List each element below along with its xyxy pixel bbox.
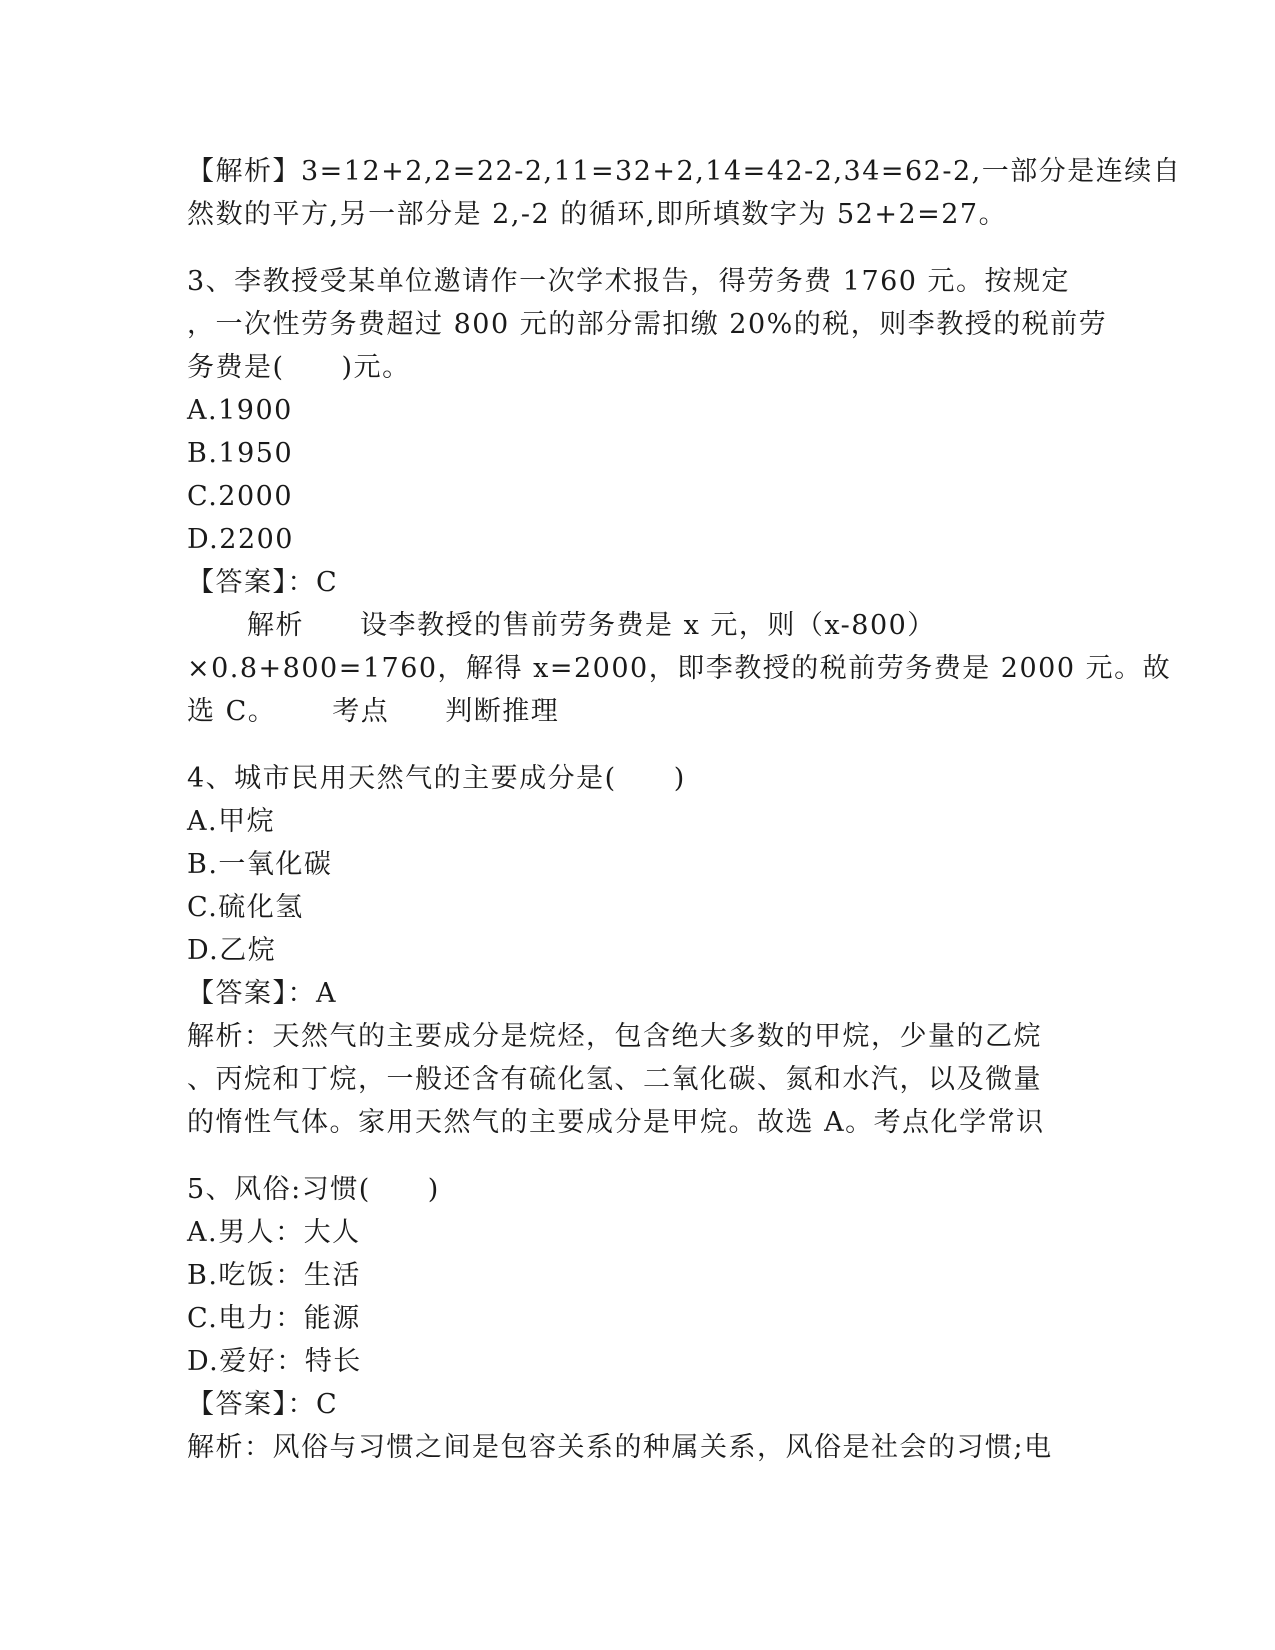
q4-analysis-line: 、丙烷和丁烷，一般还含有硫化氢、二氧化碳、氮和水汽，以及微量 [187, 1064, 1042, 1095]
q5-analysis-line: 解析：风俗与习惯之间是包容关系的种属关系，风俗是社会的习惯;电 [187, 1432, 1053, 1463]
q4-option-c: C.硫化氢 [187, 892, 304, 923]
q3-analysis-line [187, 690, 1087, 733]
q4-option-d: D.乙烷 [187, 935, 277, 966]
q3-stem-line: ，一次性劳务费超过 800 元的部分需扣缴 20%的税，则李教授的税前劳 [187, 309, 1108, 340]
q4-analysis-line: 的惰性气体。家用天然气的主要成分是甲烷。故选 A。考点化学常识 [187, 1107, 1045, 1138]
q3-stem-line: 务费是( )元。 [187, 352, 411, 383]
q5-option-c: C.电力：能源 [187, 1303, 361, 1334]
q5-option-a: A.男人：大人 [187, 1217, 361, 1248]
q3-analysis-text: 选 C。 [187, 696, 277, 727]
q3-answer: 【答案】：C [187, 567, 339, 598]
q4-stem: 4、城市民用天然气的主要成分是( ) [187, 763, 686, 794]
q3-option-c: C.2000 [187, 481, 293, 512]
q3-analysis-text: 设李教授的售前劳务费是 x 元，则（x-800） [360, 610, 936, 641]
q2-analysis-line: 【解析】3=12+2,2=22-2,11=32+2,14=42-2,34=62-2,一部分是连续自 [187, 156, 1182, 187]
q3-option-d: D.2200 [187, 524, 294, 555]
q2-analysis-line: 然数的平方,另一部分是 2,-2 的循环,即所填数字为 52+2=27。 [187, 199, 1008, 230]
q3-stem-line: 3、李教授受某单位邀请作一次学术报告，得劳务费 1760 元。按规定 [187, 266, 1071, 297]
q5-option-d: D.爱好：特长 [187, 1346, 362, 1377]
q3-topic-label: 考点 [332, 696, 390, 727]
q3-option-a: A.1900 [187, 395, 293, 426]
q3-analysis-label: 解析 [247, 610, 304, 641]
q3-analysis-line [187, 604, 1087, 647]
q4-answer: 【答案】：A [187, 978, 337, 1009]
q3-topic-value: 判断推理 [445, 696, 560, 727]
q3-option-b: B.1950 [187, 438, 294, 469]
q5-answer: 【答案】：C [187, 1389, 339, 1420]
q5-option-b: B.吃饭：生活 [187, 1260, 361, 1291]
q4-analysis-line: 解析：天然气的主要成分是烷烃，包含绝大多数的甲烷，少量的乙烷 [187, 1021, 1042, 1052]
q3-analysis-line: ×0.8+800=1760，解得 x=2000，即李教授的税前劳务费是 2000 元。故 [187, 653, 1172, 684]
q4-option-b: B.一氧化碳 [187, 849, 333, 880]
document-page [187, 150, 1182, 1469]
q4-option-a: A.甲烷 [187, 806, 276, 837]
q5-stem: 5、风俗:习惯( ) [187, 1174, 440, 1205]
